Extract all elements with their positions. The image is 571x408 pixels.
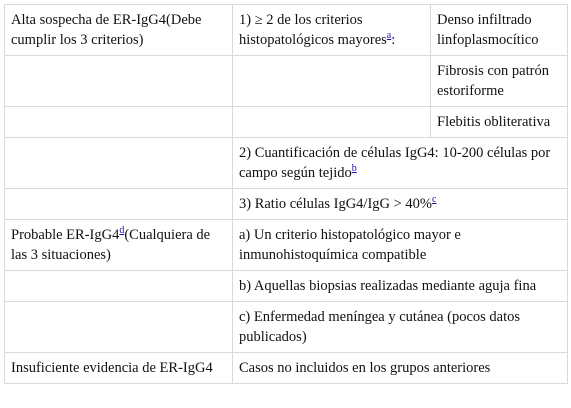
footnote-link[interactable]: b [351, 163, 357, 175]
table-cell [233, 220, 568, 271]
cell-text: Casos no incluidos en los grupos anteriores [239, 360, 491, 376]
table-cell [431, 107, 568, 138]
table-row [5, 56, 568, 107]
table-cell [431, 56, 568, 107]
cell-text: b) Aquellas biopsias realizadas mediante aguja fina [239, 278, 537, 294]
table-row [5, 220, 568, 271]
footnote-link[interactable]: a [386, 30, 392, 42]
table-cell [233, 138, 568, 189]
cell-text: Alta sospecha de ER-IgG4(Debe cumplir los 3 criterios) [11, 12, 202, 48]
table-cell [233, 107, 431, 138]
cell-text: Probable ER-IgG4 [11, 227, 120, 243]
cell-text: a) Un criterio histopatológico mayor e inmunohistoquímica compatible [239, 227, 461, 263]
footnote-link[interactable]: d [119, 225, 125, 237]
table-cell [233, 5, 431, 56]
cell-text: Flebitis obliterativa [437, 114, 551, 130]
table-cell [431, 5, 568, 56]
cell-text: Fibrosis con patrón estoriforme [437, 63, 549, 99]
table-row [5, 107, 568, 138]
criteria-table [4, 4, 568, 384]
table-cell [5, 220, 233, 271]
table-cell [233, 56, 431, 107]
cell-text: (Cualquiera de las 3 situaciones) [11, 227, 211, 263]
table-row [5, 271, 568, 302]
table-cell [5, 189, 233, 220]
cell-text: Insuficiente evidencia de ER-IgG4 [11, 360, 213, 376]
footnote-link[interactable]: c [432, 194, 437, 206]
cell-text: 2) Cuantificación de células IgG4: 10-200 células por campo según tejido [239, 145, 551, 181]
table-cell [233, 189, 568, 220]
table-row [5, 302, 568, 353]
cell-text: Denso infiltrado linfoplasmocítico [437, 12, 539, 48]
table-cell [5, 353, 233, 384]
cell-text: 1) ≥ 2 de los criterios histopatológicos mayores [239, 12, 387, 48]
table-cell [5, 271, 233, 302]
table-row [5, 353, 568, 384]
table-cell [5, 56, 233, 107]
table-cell [5, 302, 233, 353]
table-cell [233, 302, 568, 353]
table-cell [233, 271, 568, 302]
cell-text: 3) Ratio células IgG4/IgG > 40% [239, 196, 433, 212]
table-row [5, 5, 568, 56]
table-cell [5, 107, 233, 138]
cell-text: : [391, 32, 396, 48]
table-row [5, 189, 568, 220]
table-cell [5, 138, 233, 189]
table-cell [233, 353, 568, 384]
table-cell [5, 5, 233, 56]
table-row [5, 138, 568, 189]
cell-text: c) Enfermedad meníngea y cutánea (pocos datos publicados) [239, 309, 521, 345]
